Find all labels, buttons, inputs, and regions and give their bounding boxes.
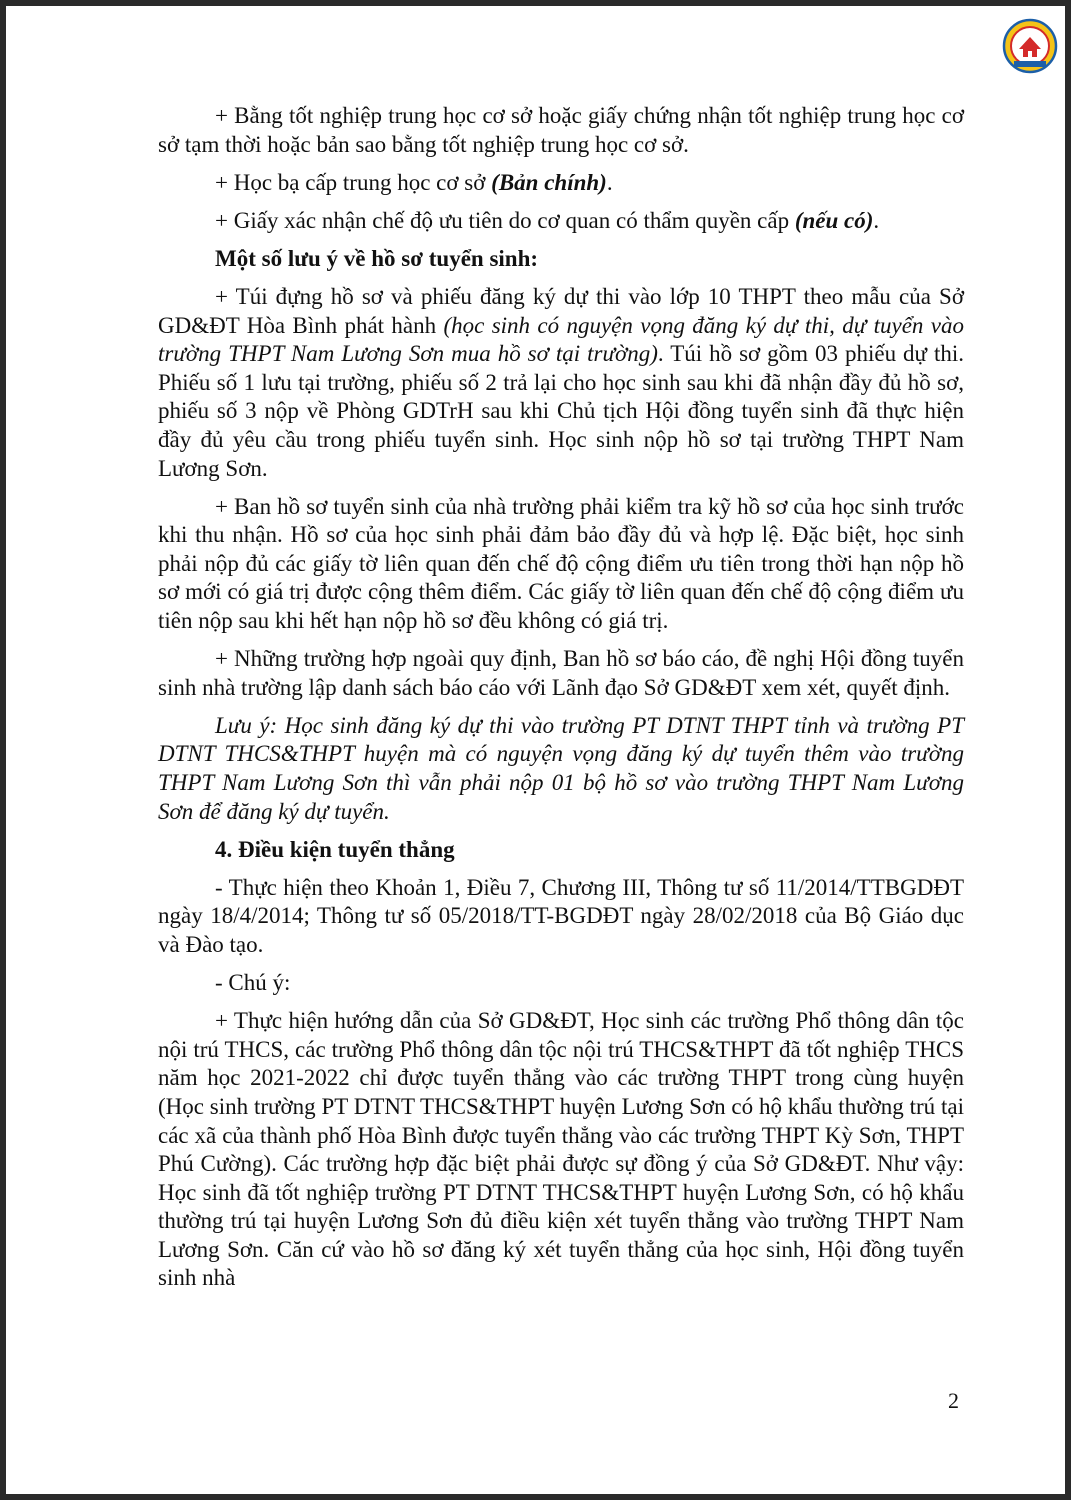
- school-logo: [1000, 18, 1060, 74]
- paragraph-diploma: + Bằng tốt nghiệp trung học cơ sở hoặc giấy chứng nhận tốt nghiệp trung học cơ sở tạm thời hoặc bản sao bằng tốt nghiệp trung học cơ sở.: [158, 103, 964, 157]
- paragraph-regulation: - Thực hiện theo Khoản 1, Điều 7, Chương III, Thông tư số 11/2014/TTBGDĐT ngày 18/4/2014; Thông tư số 05/2018/TT-BGDĐT ngày 28/02/2018 của Bộ Giáo dục và Đào tạo.: [158, 874, 964, 957]
- page-number: 2: [948, 1388, 959, 1413]
- paragraph-priority-certificate: + Giấy xác nhận chế độ ưu tiên do cơ quan có thẩm quyền cấp (nếu có).: [215, 207, 880, 233]
- paragraph-special-cases: + Những trường hợp ngoài quy định, Ban hồ sơ báo cáo, đề nghị Hội đồng tuyển sinh nhà trường lập danh sách báo cáo với Lãnh đạo Sở GD&ĐT xem xét, quyết định.: [158, 646, 964, 700]
- paragraph-guidance: + Thực hiện hướng dẫn của Sở GD&ĐT, Học sinh các trường Phổ thông dân tộc nội trú THCS, các trường Phổ thông dân tộc nội trú THCS&THPT đã tốt nghiệp THCS năm học 2021-2022 chỉ được tuyển thẳng vào các trường THPT trong cùng huyện (Học sinh trường PT DTNT THCS&THPT huyện Lương Sơn có hộ khẩu thường trú tại các xã của thành phố Hòa Bình được tuyển thẳng vào các trường THPT Kỳ Sơn, THPT Phú Cường). Các trường hợp đặc biệt phải được sự đồng ý của Sở GD&ĐT. Như vậy: Học sinh đã tốt nghiệp trường PT DTNT THCS&THPT huyện Lương Sơn, có hộ khẩu thường trú tại huyện Lương Sơn đủ điều kiện xét tuyển thẳng vào trường THPT Nam Lương Sơn. Căn cứ vào hồ sơ đăng ký xét tuyển thẳng của học sinh, Hội đồng tuyển sinh nhà: [158, 1008, 964, 1291]
- paragraph-note: Lưu ý: Học sinh đăng ký dự thi vào trường PT DTNT THPT tỉnh và trường PT DTNT THCS&THPT huyện mà có nguyện vọng đăng ký dự tuyển thêm vào trường THPT Nam Lương Sơn thì vẫn phải nộp 01 bộ hồ sơ vào trường THPT Nam Lương Sơn để đăng ký dự tuyển.: [158, 712, 964, 824]
- document-page: [6, 6, 1065, 1494]
- section-heading-notes: Một số lưu ý về hồ sơ tuyển sinh:: [215, 245, 539, 271]
- paragraph-transcript: + Học bạ cấp trung học cơ sở (Bản chính).: [215, 169, 613, 195]
- paragraph-review-board: + Ban hồ sơ tuyển sinh của nhà trường phải kiểm tra kỹ hồ sơ của học sinh trước khi thu nhận. Hồ sơ của học sinh phải đảm bảo đầy đủ và hợp lệ. Đặc biệt, học sinh phải nộp đủ các giấy tờ liên quan đến chế độ cộng điểm ưu tiên trong thời hạn nộp hồ sơ mới có giá trị được cộng thêm điểm. Các giấy tờ liên quan đến chế độ cộng điểm ưu tiên nộp sau khi hết hạn nộp hồ sơ đều không có giá trị.: [158, 493, 964, 633]
- document-body: [158, 102, 964, 1303]
- section-heading-direct-admission: 4. Điều kiện tuyển thẳng: [215, 836, 455, 862]
- paragraph-application-packet: + Túi đựng hồ sơ và phiếu đăng ký dự thi vào lớp 10 THPT theo mẫu của Sở GD&ĐT Hòa Bình phát hành (học sinh có nguyện vọng đăng ký dự thi, dự tuyển vào trường THPT Nam Lương Sơn mua hồ sơ tại trường). Túi hồ sơ gồm 03 phiếu dự thi. Phiếu số 1 lưu tại trường, phiếu số 2 trả lại cho học sinh sau khi đã nhận đầy đủ hồ sơ, phiếu số 3 nộp về Phòng GDTrH sau khi Chủ tịch Hội đồng tuyển sinh đã thực hiện đầy đủ yêu cầu trong phiếu tuyển sinh. Học sinh nộp hồ sơ tại trường THPT Nam Lương Sơn.: [158, 283, 964, 481]
- paragraph-attention: - Chú ý:: [215, 970, 291, 996]
